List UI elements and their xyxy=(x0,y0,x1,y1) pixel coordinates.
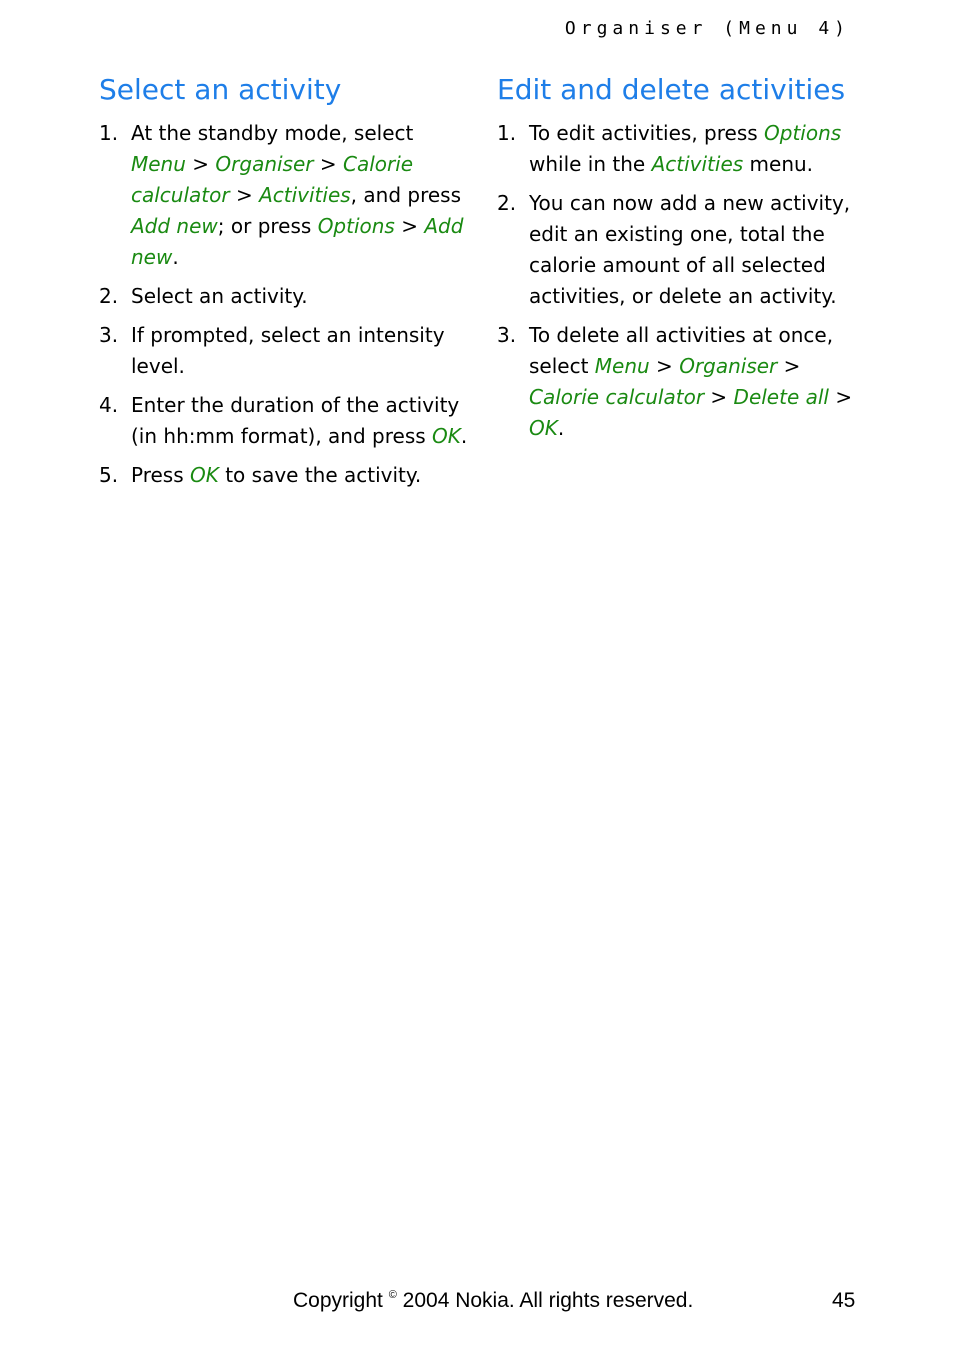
section-title: Select an activity xyxy=(99,73,342,106)
step-text: to save the activity. xyxy=(218,463,422,487)
step-text: > xyxy=(394,214,425,238)
section-title: Edit and delete activities xyxy=(497,73,846,106)
list-item xyxy=(99,281,471,312)
step-text: To edit activities, press xyxy=(529,121,765,145)
step-number: 1. xyxy=(497,121,517,145)
menu-command: OK xyxy=(432,424,461,448)
list-item xyxy=(99,118,471,273)
step-text: , and press xyxy=(350,183,461,207)
list-item xyxy=(497,188,869,312)
step-text: > xyxy=(777,354,801,378)
step-text: . xyxy=(557,416,565,440)
list-item xyxy=(497,118,869,180)
list-item xyxy=(99,460,471,491)
menu-command: OK xyxy=(190,463,219,487)
step-text: > xyxy=(704,385,734,409)
step-number: 2. xyxy=(497,191,517,215)
step-number: 5. xyxy=(99,463,119,487)
select-activity-section xyxy=(99,72,471,499)
steps-list xyxy=(497,118,869,444)
page-number: 45 xyxy=(832,1289,856,1312)
copyright-prefix: Copyright xyxy=(293,1289,389,1312)
step-text: Select an activity. xyxy=(131,284,308,308)
menu-command: OK xyxy=(529,416,558,440)
list-item xyxy=(99,320,471,382)
copyright-notice xyxy=(293,1289,693,1313)
menu-command: Organiser xyxy=(679,354,778,378)
step-text: > xyxy=(229,183,260,207)
list-item xyxy=(497,320,869,444)
page-footer xyxy=(0,1289,954,1317)
step-number: 3. xyxy=(99,323,119,347)
step-text: Enter the duration of the activity (in hh:mm format), and press xyxy=(131,393,460,448)
menu-command: Menu xyxy=(131,152,186,176)
step-text: > xyxy=(185,152,216,176)
step-number: 3. xyxy=(497,323,517,347)
steps-list xyxy=(99,118,471,491)
menu-command: Activities xyxy=(651,152,744,176)
step-text: > xyxy=(829,385,853,409)
menu-command: Options xyxy=(317,214,395,238)
step-text: If prompted, select an intensity level. xyxy=(131,323,445,378)
menu-command: Add new xyxy=(131,214,218,238)
step-text: . xyxy=(172,245,179,269)
menu-command: Delete all xyxy=(733,385,829,409)
copyright-symbol: © xyxy=(388,1289,397,1301)
step-text: To delete all activities at once, select xyxy=(529,323,834,378)
list-item xyxy=(99,390,471,452)
step-text: menu. xyxy=(743,152,814,176)
step-number: 1. xyxy=(99,121,119,145)
menu-command: Add new xyxy=(131,214,464,269)
menu-command: Organiser xyxy=(215,152,314,176)
menu-command: Calorie calculator xyxy=(529,385,705,409)
step-text: At the standby mode, select xyxy=(131,121,414,145)
step-number: 2. xyxy=(99,284,119,308)
step-text: > xyxy=(649,354,680,378)
edit-delete-section xyxy=(497,72,869,452)
step-number: 4. xyxy=(99,393,119,417)
running-header: Organiser (Menu 4) xyxy=(564,18,850,39)
step-text: . xyxy=(460,424,468,448)
step-text: while in the xyxy=(529,152,652,176)
step-text: Press xyxy=(131,463,190,487)
menu-command: Activities xyxy=(259,183,351,207)
step-text: > xyxy=(313,152,343,176)
step-text: ; or press xyxy=(217,214,318,238)
menu-command: Options xyxy=(764,121,842,145)
step-text: You can now add a new activity, edit an existing one, total the calorie amount of all selected activities, or delete an activity. xyxy=(529,191,851,308)
menu-command: Calorie calculator xyxy=(131,152,414,207)
copyright-suffix: 2004 Nokia. All rights reserved. xyxy=(396,1289,694,1312)
menu-command: Menu xyxy=(594,354,650,378)
